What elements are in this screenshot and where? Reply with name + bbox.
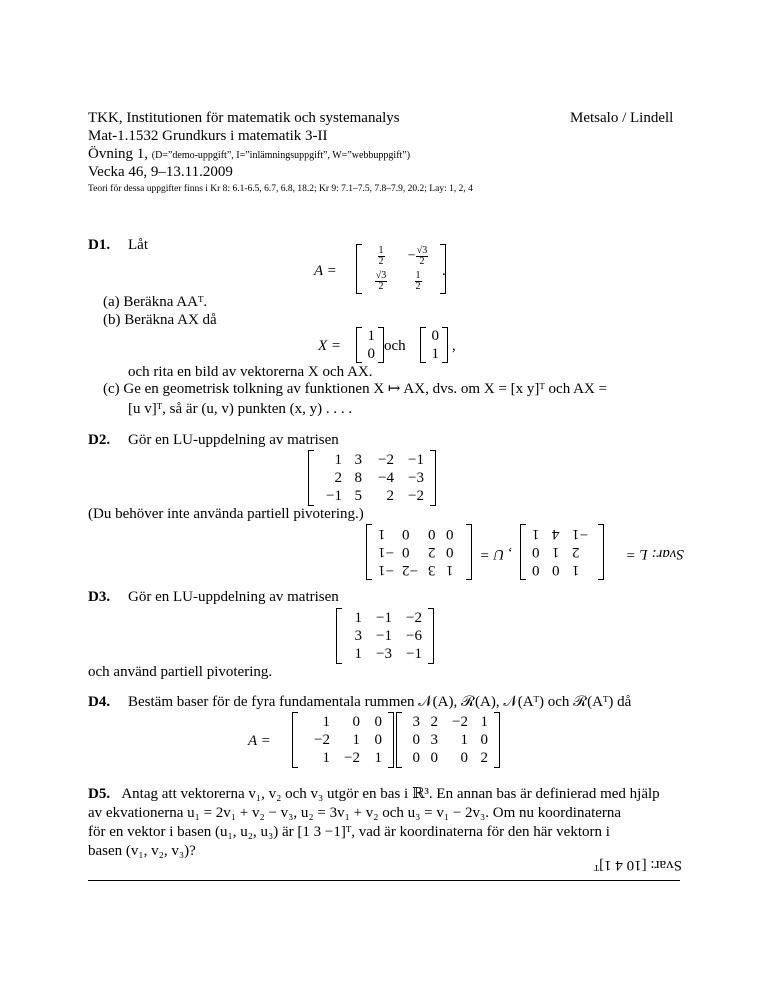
d5-line4: basen (v₁, v₂, v₃)? xyxy=(88,843,196,859)
d5-line2: av ekvationerna u₁ = 2v₁ + v₂ − v₃, u₂ = 3v₁ + v₂ och u₃ = v₁ − 2v₃. Om nu koordinaterna xyxy=(88,805,622,821)
header-exercise-title: Övning 1, xyxy=(88,146,148,162)
d2-answer-upside-down xyxy=(354,522,684,582)
d2-label: D2. xyxy=(88,432,111,448)
page-rule xyxy=(88,880,680,881)
d1-intro: Låt xyxy=(128,237,148,253)
d3-matrix: 1 −1 −2 3 −1 −6 1 −3 −1 xyxy=(336,608,434,664)
d4-matrix-right: 3 2 −2 1 0 3 1 0 0 0 0 2 xyxy=(396,712,500,768)
d1-part-c-line2: [u v]ᵀ, så är (u, v) punkten (x, y) . . . . xyxy=(128,401,353,417)
d1-X-equals: X = xyxy=(318,338,342,354)
d1-X-comma: , xyxy=(452,338,456,354)
header-institution: TKK, Institutionen för matematik och systemanalys xyxy=(88,110,400,126)
d1-vector-X2: 0 1 xyxy=(420,327,448,363)
d1-part-b: (b) Beräkna AX då xyxy=(103,312,217,328)
d2-note: (Du behöver inte använda partiell pivotering.) xyxy=(88,506,364,522)
d4-label: D4. xyxy=(88,694,111,710)
d2-answer-U-label: , U = xyxy=(479,546,512,562)
d5-answer-upside-down: Svar: [10 4 1]ᵀ xyxy=(593,857,682,873)
d3-after: och använd partiell pivotering. xyxy=(88,664,273,680)
d2-answer-label: Svar: L = xyxy=(625,546,684,562)
d3-text: Gör en LU-uppdelning av matrisen xyxy=(128,589,339,605)
d4-matrix-left: 1 0 0 −2 1 0 1 −2 1 xyxy=(292,712,394,768)
d5-line1: D5. Antag att vektorerna v₁, v₂ och v₃ utgör en bas i ℝ³. En annan bas är definierad med hjälp xyxy=(88,786,660,802)
d2-answer-L: 1 0 0 2 1 0 −1 4 1 xyxy=(520,524,604,580)
d1-matrix-A: $\frac{1}{2}$ − $\frac{√3}{2}$ $\frac{√3}{2}$ $\frac{1}{2}$ xyxy=(356,244,446,294)
d1-A-period: . xyxy=(442,263,446,279)
d1-label: D1. xyxy=(88,237,111,253)
header-exercise-legend: (D=”demo-uppgift”, I=”inlämningsuppgift”, W=”webbuppgift”) xyxy=(151,150,411,161)
d2-matrix: 1 3 −2 −1 2 8 −4 −3 −1 5 2 −2 xyxy=(308,450,436,506)
d4-text: Bestäm baser för de fyra fundamentala rummen 𝒩(A), ℛ(A), 𝒩(Aᵀ) och ℛ(Aᵀ) då xyxy=(128,694,632,710)
d1-A-equals: A = xyxy=(314,263,337,279)
d1-part-c-line1: (c) Ge en geometrisk tolkning av funktionen X ↦ AX, dvs. om X = [x y]ᵀ och AX = xyxy=(103,381,608,397)
d3-label: D3. xyxy=(88,589,111,605)
header-exercise xyxy=(88,146,410,164)
header-course: Mat-1.1532 Grundkurs i matematik 3-II xyxy=(88,128,328,144)
d1-vector-X1: 1 0 xyxy=(356,327,384,363)
header-week: Vecka 46, 9–13.11.2009 xyxy=(88,164,233,180)
d4-A-equals: A = xyxy=(248,733,271,749)
d1-draw: och rita en bild av vektorerna X och AX. xyxy=(128,364,373,380)
header-theory-reference: Teori för dessa uppgifter finns i Kr 8: 6.1-6.5, 6.7, 6.8, 18.2; Kr 9: 7.1–7.5, 7.8–7.9, 20.2; Lay: 1, 2, 4 xyxy=(88,184,473,194)
d2-answer-U: 1 3 −2 −1 0 2 0 −1 0 0 0 1 xyxy=(366,524,472,580)
d5-line3: för en vektor i basen (u₁, u₂, u₃) är [1 3 −1]ᵀ, vad är koordinaterna för den här vektorn i xyxy=(88,824,610,840)
d2-text: Gör en LU-uppdelning av matrisen xyxy=(128,432,339,448)
d1-part-a: (a) Beräkna AAᵀ. xyxy=(103,294,208,310)
header-authors: Metsalo / Lindell xyxy=(570,110,674,126)
d1-och: och xyxy=(384,338,406,354)
